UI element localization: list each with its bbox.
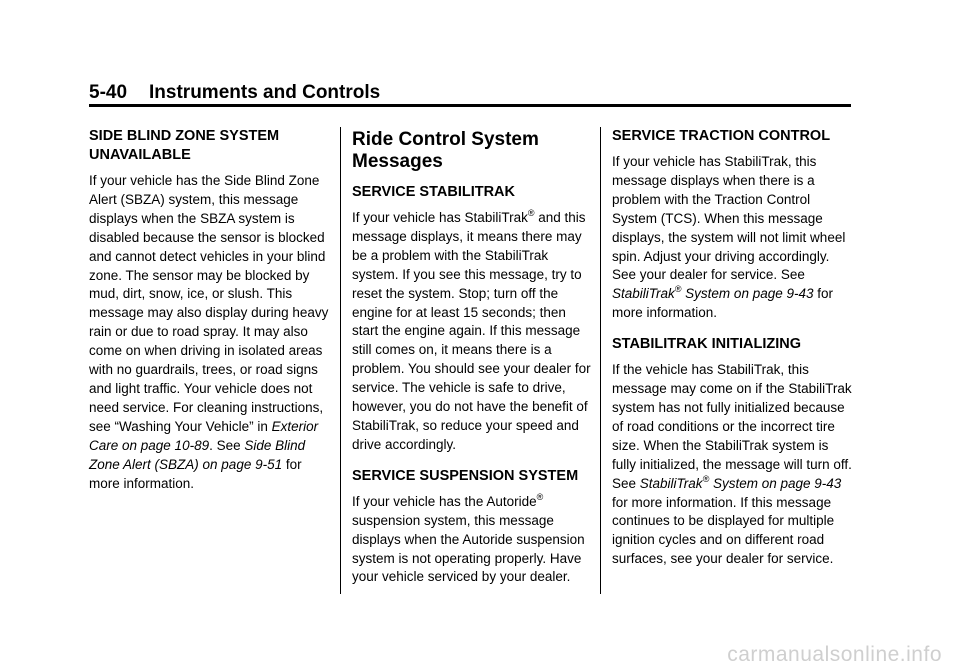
registered-mark: ®	[536, 491, 544, 502]
paragraph-stabilitrak-initializing: If the vehicle has StabiliTrak, this message may come on if the StabiliTrak system has not fully initialized because of road conditions or the incorrect tire size. When the StabiliTrak system is fully initialized, the message will turn off. See StabiliTrak® System on page 9-43 for more information. If this message continues to be displayed for multiple ignition cycles and on different road surfaces, see your dealer for service.	[612, 362, 852, 567]
column-divider-right	[600, 127, 601, 594]
column-middle	[352, 127, 592, 587]
paragraph-side-blind-zone: If your vehicle has the Side Blind Zone Alert (SBZA) system, this message displays when the SBZA system is disabled because the sensor is blocked and cannot detect vehicles in your blind zone. The sensor may be blocked by mud, dirt, snow, ice, or slush. This message may also display during heavy rain or due to road spray. It may also come on when driving in isolated areas with no guardrails, trees, or road signs and light traffic. Your vehicle does not need service. For cleaning instructions, see “Washing Your Vehicle” in Exterior Care on page 10-89. See Side Blind Zone Alert (SBZA) on page 9-51 for more information.	[89, 173, 329, 491]
heading-service-stabilitrak: SERVICE STABILITRAK	[352, 184, 516, 200]
heading-side-blind-zone: SIDE BLIND ZONE SYSTEM UNAVAILABLE	[89, 128, 280, 163]
heading-service-suspension: SERVICE SUSPENSION SYSTEM	[352, 467, 579, 484]
paragraph-service-traction: If your vehicle has StabiliTrak, this message displays when there is a problem with the Traction Control System (TCS). When this message displays, the system will not limit wheel spin. Adjust your driving accordingly. See your dealer for service. See StabiliTrak® System on page 9-43 for more information.	[612, 154, 846, 321]
page-number: 5-40	[89, 82, 128, 103]
watermark: carmanualsonline.info	[727, 643, 942, 666]
registered-mark: ®	[527, 208, 535, 218]
paragraph-service-stabilitrak: If your vehicle has StabiliTrak® and this message displays, it means there may be a problem with the StabiliTrak system. If you see this message, try to reset the system. Stop; turn off the engine for at least 15 seconds; then start the engine again. If this message still comes on, it means there is a problem. You should see your dealer for service. The vehicle is safe to drive, however, you do not have the benefit of StabiliTrak, so reduce your speed and drive accordingly.	[352, 208, 591, 452]
heading-service-traction: SERVICE TRACTION CONTROL	[612, 128, 831, 144]
heading-stabilitrak-initializing: STABILITRAK INITIALIZING	[612, 336, 802, 353]
column-left	[89, 127, 329, 493]
registered-mark: ®	[674, 284, 682, 295]
page-header	[89, 82, 851, 104]
chapter-title: Instruments and Controls	[149, 82, 381, 103]
header-rule	[89, 104, 851, 107]
cross-reference: Exterior Care on page 10-89	[89, 418, 319, 453]
cross-reference: StabiliTrak® System on page 9-43	[612, 284, 814, 302]
section-title: Ride Control System Messages	[352, 129, 539, 172]
column-divider-left	[340, 127, 341, 594]
cross-reference: Side Blind Zone Alert (SBZA) on page 9-51	[89, 437, 306, 472]
registered-mark: ®	[702, 473, 710, 484]
paragraph-service-suspension: If your vehicle has the Autoride® suspension system, this message displays when the Autoride suspension system is not operating properly. Have your vehicle serviced by your dealer.	[352, 491, 585, 585]
column-right	[612, 127, 852, 569]
cross-reference: StabiliTrak® System on page 9-43	[639, 473, 842, 491]
